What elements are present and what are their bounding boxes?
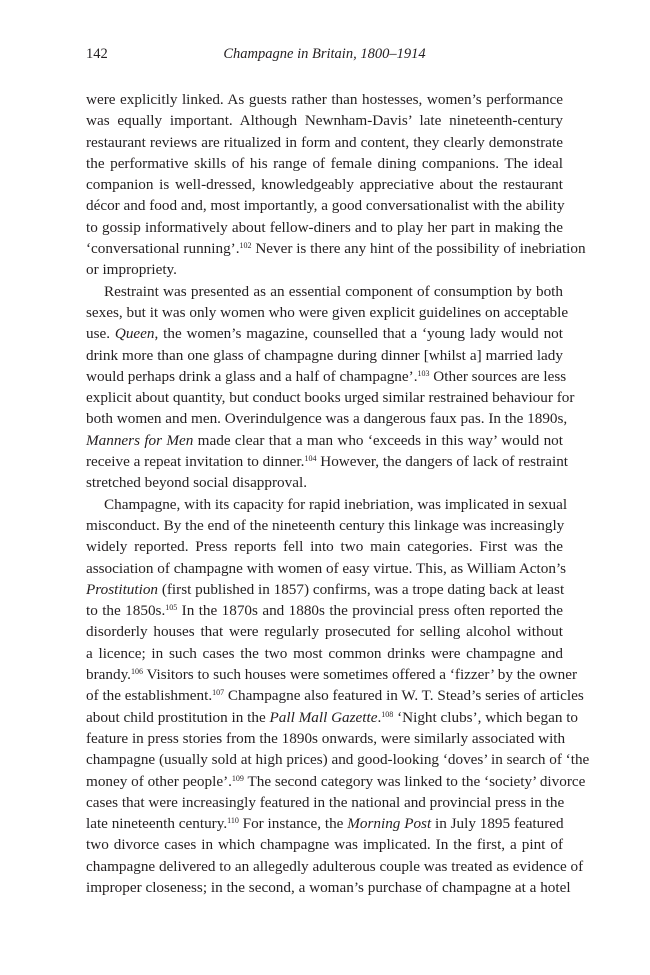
text-line	[86, 195, 563, 216]
page-header	[86, 44, 563, 64]
text-run: champagne delivered to an allegedly adulterous couple was treated as evidence of	[86, 857, 584, 875]
footnote-marker: 102	[239, 241, 252, 251]
text-line	[86, 728, 566, 749]
text-run: money of other people’.	[86, 772, 232, 790]
text-line	[86, 451, 569, 472]
text-run: was equally important. Although Newnham-Davis’ late nineteenth-century	[86, 112, 563, 130]
text-run: would perhaps drink a glass and a half of champagne’.	[86, 367, 418, 385]
text-run: sexes, but it was only women who were given explicit guidelines on acceptable	[86, 303, 569, 321]
text-run: widely reported. Press reports fell into two main categories. First was the	[86, 538, 563, 556]
text-run: two divorce cases in which champagne was implicated. In the first, a pint of	[86, 836, 563, 854]
text-run: Other sources are less	[429, 367, 567, 385]
italic-title: Queen	[114, 325, 155, 343]
text-line	[86, 558, 567, 579]
text-run: misconduct. By the end of the nineteenth century this linkage was increasingly	[86, 516, 565, 534]
italic-title: Manners for Men	[86, 431, 194, 449]
italic-title: Prostitution	[86, 580, 159, 598]
text-line	[86, 600, 563, 621]
text-line	[86, 132, 563, 153]
text-run: association of champagne with women of easy virtue. This, as William Acton’s	[86, 559, 567, 577]
text-line	[86, 408, 568, 429]
text-line	[86, 856, 584, 877]
text-line	[86, 430, 563, 451]
text-run: a licence; in such cases the two most common drinks were champagne and	[86, 644, 563, 662]
text-run: champagne (usually sold at high prices) and good-looking ‘doves’ in search of ‘the	[86, 751, 590, 769]
footnote-marker: 104	[304, 454, 317, 464]
text-run: .	[377, 708, 382, 726]
footnote-marker: 108	[381, 709, 394, 719]
text-run: (first published in 1857) confirms, was a trope dating back at least	[158, 580, 565, 598]
text-line	[86, 238, 586, 259]
text-line	[86, 536, 563, 557]
text-run: However, the dangers of lack of restraint	[316, 453, 569, 471]
text-line	[86, 366, 567, 387]
text-line	[86, 621, 563, 642]
text-run: Never is there any hint of the possibility of inebriation	[251, 240, 586, 258]
text-line	[86, 834, 563, 855]
text-line	[86, 110, 563, 131]
text-run: The second category was linked to the ‘society’ divorce	[243, 772, 586, 790]
text-line	[86, 643, 563, 664]
text-run: use.	[86, 325, 115, 343]
text-run: For instance, the	[238, 815, 348, 833]
footnote-marker: 109	[231, 773, 244, 783]
text-line	[86, 749, 590, 770]
text-run: ‘Night clubs’, which began to	[393, 708, 579, 726]
text-run: décor and food and, most importantly, a good conversationalist with the ability	[86, 197, 565, 215]
text-run: were explicitly linked. As guests rather than hostesses, women’s performance	[86, 91, 563, 108]
text-run: feature in press stories from the 1890s onwards, were similarly associated with	[86, 729, 566, 747]
text-run: , the women’s magazine, counselled that a ‘young lady would not	[154, 325, 563, 343]
text-line	[86, 89, 563, 110]
text-line	[86, 771, 586, 792]
body-text	[86, 89, 590, 898]
text-line	[86, 494, 568, 515]
text-line	[86, 345, 563, 366]
text-line	[86, 515, 563, 536]
text-line	[86, 281, 563, 302]
text-run: the performative skills of his range of female dining companions. The ideal	[86, 154, 563, 172]
text-run: made clear that a man who ‘exceeds in this way’ would not	[193, 431, 563, 449]
text-run: explicit about quantity, but conduct books urged similar restrained behaviour for	[86, 389, 575, 407]
text-run: about child prostitution in the	[86, 708, 270, 726]
text-run: Champagne also featured in W. T. Stead’s series of articles	[224, 687, 584, 705]
footnote-marker: 105	[165, 603, 178, 613]
text-run: cases that were increasingly featured in the national and provincial press in the	[86, 793, 565, 811]
text-line	[86, 217, 563, 238]
footnote-marker: 107	[212, 688, 225, 698]
text-run: In the 1870s and 1880s the provincial press often reported the	[177, 602, 564, 620]
text-line	[86, 664, 578, 685]
page-number: 142	[86, 46, 108, 62]
text-run: ‘conversational running’.	[86, 240, 240, 258]
text-run: to gossip informatively about fellow-diners and to play her part in making the	[86, 218, 563, 236]
text-line	[86, 877, 571, 898]
text-run: companion is well-dressed, knowledgeably appreciative about the restaurant	[86, 176, 563, 194]
text-line	[86, 302, 569, 323]
text-line	[86, 792, 563, 813]
text-line	[86, 323, 563, 344]
paragraph	[86, 494, 590, 899]
running-title: Champagne in Britain, 1800–1914	[223, 46, 426, 62]
text-line	[86, 153, 563, 174]
footnote-marker: 103	[417, 368, 430, 378]
text-run: stretched beyond social disapproval.	[86, 474, 307, 492]
text-run: brandy.	[86, 666, 131, 684]
paragraph	[86, 281, 575, 494]
text-run: improper closeness; in the second, a woman’s purchase of champagne at a hotel	[86, 878, 571, 896]
text-line	[86, 707, 579, 728]
text-run: Restraint was presented as an essential component of consumption by both	[104, 282, 563, 300]
text-run: Visitors to such houses were sometimes offered a ‘fizzer’ by the owner	[142, 666, 578, 684]
text-run: or impropriety.	[86, 261, 177, 279]
text-line	[86, 813, 563, 834]
italic-title: Morning Post	[347, 815, 432, 833]
text-line	[86, 387, 575, 408]
text-run: late nineteenth century.	[86, 815, 228, 833]
italic-title: Pall Mall Gazette	[269, 708, 378, 726]
paragraph	[86, 89, 586, 281]
text-run: of the establishment.	[86, 687, 213, 705]
text-run: drink more than one glass of champagne during dinner [whilst a] married lady	[86, 346, 563, 364]
text-line	[86, 685, 584, 706]
text-line	[86, 174, 563, 195]
text-line	[86, 472, 563, 493]
text-line	[86, 579, 563, 600]
text-run: receive a repeat invitation to dinner.	[86, 453, 305, 471]
text-run: both women and men. Overindulgence was a dangerous faux pas. In the 1890s,	[86, 410, 568, 428]
text-line	[86, 259, 563, 280]
text-run: in July 1895 featured	[431, 815, 564, 833]
footnote-marker: 106	[130, 667, 143, 677]
text-run: Champagne, with its capacity for rapid inebriation, was implicated in sexual	[104, 495, 568, 513]
text-run: restaurant reviews are ritualized in form and content, they clearly demonstrate	[86, 133, 563, 151]
text-run: disorderly houses that were regularly prosecuted for selling alcohol without	[86, 623, 563, 641]
footnote-marker: 110	[227, 816, 239, 826]
text-run: to the 1850s.	[86, 602, 166, 620]
